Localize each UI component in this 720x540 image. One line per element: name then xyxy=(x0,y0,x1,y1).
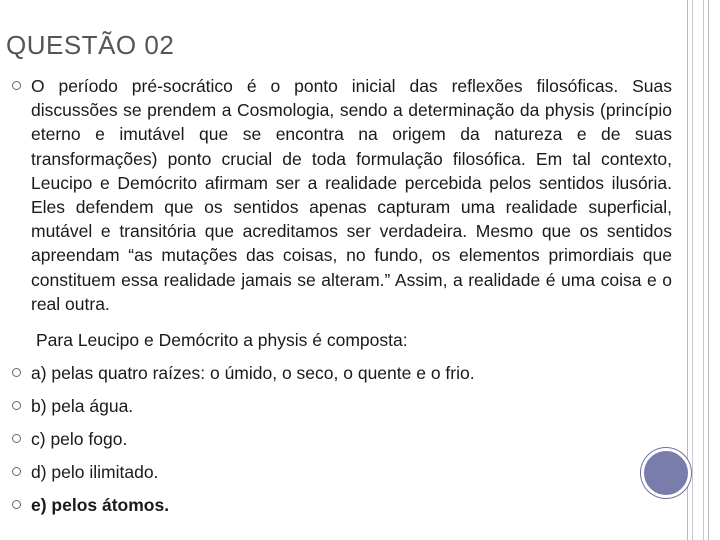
bullet-circle-icon xyxy=(12,401,21,410)
intro-paragraph-text: O período pré-socrático é o ponto inicial das reflexões filosóficas. Suas discussões se prendem a Cosmologia, sendo a determinação da physis (princípio eterno e imutável que se encontra na origem da natureza e de suas transformações) ponto crucial de toda formulação filosófica. Em tal contexto, Leucipo e Demócrito afirmam ser a realidade percebida pelos sentidos ilusória. Eles defendem que os sentidos apenas capturam uma realidade superficial, mutável e transitória que acreditamos ser verdadeira. Mesmo que os sentidos apreendam “as mutações das coisas, no fundo, os elementos primordiais que constituem essa realidade jamais se alteram.” Assim, a realidade é uma coisa e o real outra. xyxy=(31,76,672,314)
option-e-text: e) pelos átomos. xyxy=(31,495,170,516)
option-d-text: d) pelo ilimitado. xyxy=(31,462,159,483)
bullet-circle-icon xyxy=(12,467,21,476)
slide-title: QUESTÃO 02 xyxy=(6,30,175,60)
bullet-circle-icon xyxy=(12,434,21,443)
bullet-circle-icon xyxy=(12,81,21,90)
option-a[interactable] xyxy=(10,361,672,385)
question-prompt: Para Leucipo e Demócrito a physis é composta: xyxy=(36,330,408,351)
bullet-circle-icon xyxy=(12,368,21,377)
bullet-circle-icon xyxy=(12,500,21,509)
option-d[interactable] xyxy=(10,460,672,484)
slide-content xyxy=(10,74,672,517)
right-rail-inner xyxy=(692,0,704,540)
option-c-text: c) pelo fogo. xyxy=(31,429,128,450)
option-b[interactable] xyxy=(10,394,672,418)
option-e[interactable] xyxy=(10,493,672,517)
option-a-text: a) pelas quatro raízes: o úmido, o seco, o quente e o frio. xyxy=(31,363,475,384)
intro-paragraph xyxy=(10,74,672,316)
option-b-text: b) pela água. xyxy=(31,396,134,417)
option-c[interactable] xyxy=(10,427,672,451)
